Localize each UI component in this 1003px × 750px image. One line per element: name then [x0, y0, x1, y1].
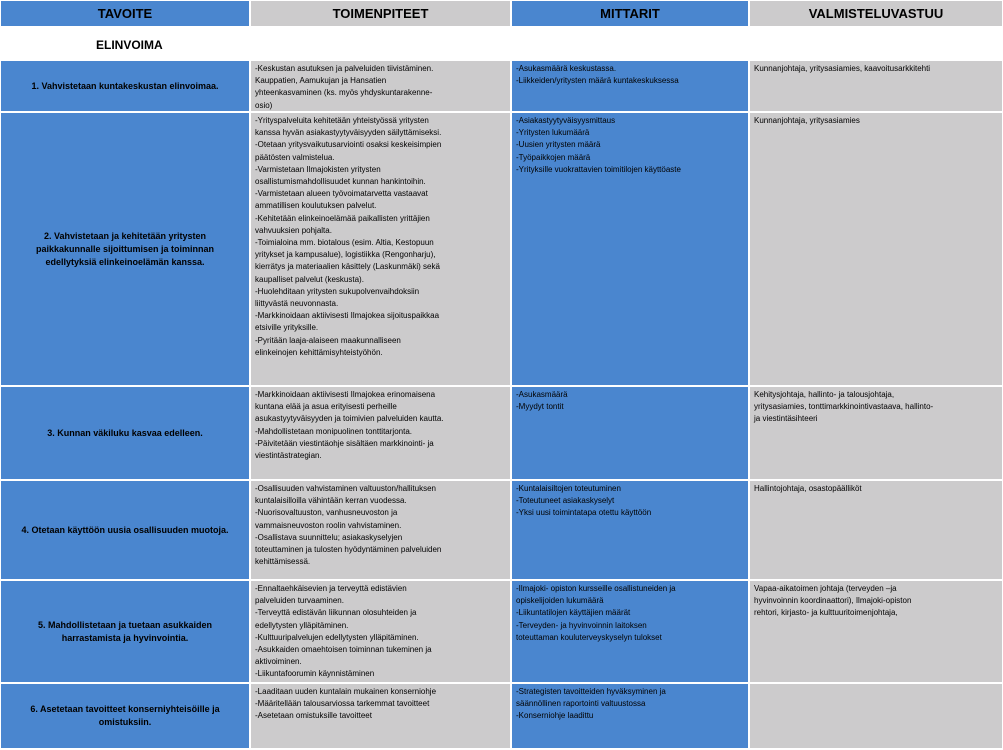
responsible-cell: Kunnanjohtaja, yritysasiamies, kaavoitusarkkitehti	[750, 61, 1002, 111]
responsible-cell: Vapaa-aikatoimen johtaja (terveyden –ja hyvinvoinnin koordinaattori), Ilmajoki-opiston rehtori, kirjasto- ja kulttuuritoimenjohtaja,	[750, 581, 1002, 682]
goal-cell: 3. Kunnan väkiluku kasvaa edelleen.	[1, 387, 249, 479]
goal-cell: 6. Asetetaan tavoitteet konserniyhteisöille ja omistuksiin.	[1, 684, 249, 748]
section-title: ELINVOIMA	[96, 38, 163, 52]
goal-cell: 4. Otetaan käyttöön uusia osallisuuden muotoja.	[1, 481, 249, 579]
actions-cell: -Markkinoidaan aktiivisesti Ilmajokea erinomaisena kuntana elää ja asua erityisesti perheille asukastyytyväisyyden ja toimivien palveluiden kautta. -Mahdollistetaan monipuolinen tonttitarjonta. -Päivitetään viestintäohje sisältäen markkinointi- ja viestintästrategian.	[251, 387, 510, 479]
header-tavoite: TAVOITE	[1, 1, 249, 26]
actions-cell: -Yrityspalveluita kehitetään yhteistyössä yritysten kanssa hyvän asiakastyytyväisyyden säilyttämiseksi. -Otetaan yritysvaikutusarviointi osaksi keskeisimpien päätösten valmistelua. -Varmistetaan Ilmajokisten yritysten osallistumismahdollisuudet kunnan hankintoihin. -Varmistetaan alueen työvoimatarvetta vastaavat ammatillisen koulutuksen palvelut. -Kehitetään elinkeinoelämää paikallisten yrittäjien vahvuuksien pohjalta. -Toimialoina mm. biotalous (esim. Altia, Kestopuun yritykset ja kampusalue), logistiikka (Rengonharju), kierrätys ja materiaalien käsittely (Laskunmäki) sekä kaupalliset palvelut (keskusta). -Huolehditaan yritysten sukupolvenvaihdoksiin liittyvästä neuvonnasta. -Markkinoidaan aktiivisesti Ilmajokea sijoituspaikkaa etsiville yrityksille. -Pyritään laaja-alaiseen maakunnalliseen elinkeinojen kehittämisyhteistyöhön.	[251, 113, 510, 385]
actions-cell: -Ennaltaehkäisevien ja terveyttä edistävien palveluiden turvaaminen. -Terveyttä edistävän liikunnan olosuhteiden ja edellytysten ylläpitäminen. -Kulttuuripalvelujen edellytysten ylläpitäminen. -Asukkaiden omaehtoisen toiminnan tukeminen ja aktivoiminen. -Liikuntafoorumin käynnistäminen	[251, 581, 510, 682]
actions-cell: -Osallisuuden vahvistaminen valtuuston/hallituksen kuntalaisilloilla vähintään kerran vuodessa. -Nuorisovaltuuston, vanhusneuvoston ja vammaisneuvoston roolin vahvistaminen. -Osallistava suunnittelu; asiakaskyselyjen toteuttaminen ja tulosten hyödyntäminen palveluiden kehittämisessä.	[251, 481, 510, 579]
metrics-cell: -Asiakastyytyväisyysmittaus -Yritysten lukumäärä -Uusien yritysten määrä -Työpaikkojen määrä -Yrityksille vuokrattavien toimitilojen käyttöaste	[512, 113, 748, 385]
responsible-cell: Hallintojohtaja, osastopäälliköt	[750, 481, 1002, 579]
header-mittarit: MITTARIT	[512, 1, 748, 26]
actions-cell: -Laaditaan uuden kuntalain mukainen konserniohje -Määritellään talousarviossa tarkemmat tavoitteet -Asetetaan omistuksille tavoitteet	[251, 684, 510, 748]
goal-cell: 1. Vahvistetaan kuntakeskustan elinvoimaa.	[1, 61, 249, 111]
metrics-cell: -Kuntalaisiltojen toteutuminen -Toteutuneet asiakaskyselyt -Yksi uusi toimintatapa otettu käyttöön	[512, 481, 748, 579]
goal-cell: 5. Mahdollistetaan ja tuetaan asukkaiden harrastamista ja hyvinvointia.	[1, 581, 249, 682]
actions-cell: -Keskustan asutuksen ja palveluiden tiivistäminen. Kauppatien, Aamukujan ja Hansatien yhteenkasvaminen (ks. myös yhdyskuntarakenne- osio)	[251, 61, 510, 111]
metrics-cell: -Asukasmäärä keskustassa. -Liikkeiden/yritysten määrä kuntakeskuksessa	[512, 61, 748, 111]
header-valmisteluvastuu: VALMISTELUVASTUU	[750, 1, 1002, 26]
responsible-cell	[750, 684, 1002, 748]
responsible-cell: Kunnanjohtaja, yritysasiamies	[750, 113, 1002, 385]
metrics-cell: -Ilmajoki- opiston kursseille osallistuneiden ja opiskelijoiden lukumäärä -Liikuntatilojen käyttäjien määrät -Terveyden- ja hyvinvoinnin laitoksen toteuttaman kouluterveyskyselyn tulokset	[512, 581, 748, 682]
goal-cell: 2. Vahvistetaan ja kehitetään yritysten paikkakunnalle sijoittumisen ja toiminnan edellytyksiä elinkeinoelämän kanssa.	[1, 113, 249, 385]
responsible-cell: Kehitysjohtaja, hallinto- ja talousjohtaja, yritysasiamies, tonttimarkkinointivastaava, hallinto- ja viestintäsihteeri	[750, 387, 1002, 479]
metrics-cell: -Strategisten tavoitteiden hyväksyminen ja säännöllinen raportointi valtuustossa -Konserniohje laadittu	[512, 684, 748, 748]
metrics-cell: -Asukasmäärä -Myydyt tontit	[512, 387, 748, 479]
header-toimenpiteet: TOIMENPITEET	[251, 1, 510, 26]
